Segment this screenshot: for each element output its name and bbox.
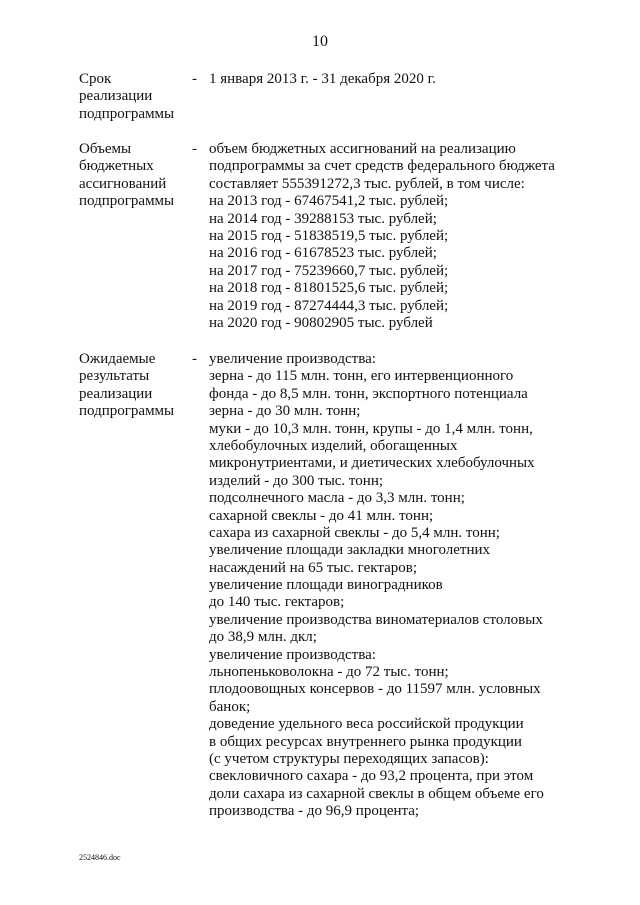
row-label xyxy=(79,71,184,123)
content-line: до 140 тыс. гектаров; xyxy=(209,594,345,611)
label-line: подпрограммы xyxy=(79,193,175,210)
row-dash: - xyxy=(192,141,197,157)
content-line: производства - до 96,9 процента; xyxy=(209,803,420,820)
content-line: на 2015 год - 51838519,5 тыс. рублей; xyxy=(209,227,449,244)
content-line: доли сахара из сахарной свеклы в общем объеме его xyxy=(209,785,544,802)
label-line: Ожидаемые xyxy=(79,351,156,367)
content-line: сахарной свеклы - до 41 млн. тонн; xyxy=(209,507,434,524)
content-line: льнопеньковолокна - до 72 тыс. тонн; xyxy=(209,664,449,681)
content-line: на 2019 год - 87274444,3 тыс. рублей; xyxy=(209,297,449,314)
label-line: реализации xyxy=(79,385,153,402)
content-line: увеличение площади закладки многолетних xyxy=(209,542,491,559)
content-line: свекловичного сахара - до 93,2 процента, при этом xyxy=(209,768,534,785)
row-label xyxy=(79,141,184,211)
row-content xyxy=(209,351,589,821)
content-line: на 2017 год - 75239660,7 тыс. рублей; xyxy=(209,262,449,279)
content-line: на 2014 год - 39288153 тыс. рублей; xyxy=(209,210,437,227)
row-label xyxy=(79,351,184,421)
content-line: увеличение производства: xyxy=(209,646,376,663)
content-line: до 38,9 млн. дкл; xyxy=(209,629,317,646)
content-line: подпрограммы за счет средств федерального бюджета xyxy=(209,158,555,175)
content-line: фонда - до 8,5 млн. тонн, экспортного потенциала xyxy=(209,385,528,402)
content-line: в общих ресурсах внутреннего рынка продукции xyxy=(209,733,522,750)
label-line: Объемы xyxy=(79,141,132,157)
content-line: увеличение производства виноматериалов столовых xyxy=(209,611,543,628)
document-filename: 2524846.doc xyxy=(79,853,121,862)
content-line: зерна - до 115 млн. тонн, его интервенционного xyxy=(209,368,514,385)
row-content xyxy=(209,141,589,332)
content-line: увеличение производства: xyxy=(209,351,376,367)
row-dash: - xyxy=(192,351,197,367)
content-line: изделий - до 300 тыс. тонн; xyxy=(209,472,384,489)
content-line: (с учетом структуры переходящих запасов): xyxy=(209,750,489,767)
label-line: бюджетных xyxy=(79,158,154,175)
page-number: 10 xyxy=(312,33,328,50)
content-line: доведение удельного веса российской продукции xyxy=(209,716,524,733)
content-line: на 2020 год - 90802905 тыс. рублей xyxy=(209,314,433,331)
content-line: сахара из сахарной свеклы - до 5,4 млн. тонн; xyxy=(209,524,500,541)
label-line: подпрограммы xyxy=(79,403,175,420)
row-dash: - xyxy=(192,71,197,87)
content-line: плодоовощных консервов - до 11597 млн. условных xyxy=(209,681,541,698)
label-line: ассигнований xyxy=(79,175,167,192)
content-line: 1 января 2013 г. - 31 декабря 2020 г. xyxy=(209,71,436,87)
content-line: объем бюджетных ассигнований на реализацию xyxy=(209,141,516,157)
content-line: на 2016 год - 61678523 тыс. рублей; xyxy=(209,245,437,262)
row-content xyxy=(209,71,589,88)
content-line: на 2013 год - 67467541,2 тыс. рублей; xyxy=(209,193,449,210)
label-line: Срок xyxy=(79,71,112,87)
content-line: увеличение площади виноградников xyxy=(209,577,443,594)
label-line: подпрограммы xyxy=(79,105,175,122)
content-line: зерна - до 30 млн. тонн; xyxy=(209,403,361,420)
content-line: насаждений на 65 тыс. гектаров; xyxy=(209,559,417,576)
label-line: результаты xyxy=(79,368,150,385)
content-line: муки - до 10,3 млн. тонн, крупы - до 1,4 млн. тонн, xyxy=(209,420,533,437)
content-line: банок; xyxy=(209,698,251,715)
content-line: микронутриентами, и диетических хлебобулочных xyxy=(209,455,535,472)
content-line: составляет 555391272,3 тыс. рублей, в том числе: xyxy=(209,175,525,192)
label-line: реализации xyxy=(79,88,153,105)
content-line: хлебобулочных изделий, обогащенных xyxy=(209,437,458,454)
content-line: на 2018 год - 81801525,6 тыс. рублей; xyxy=(209,280,449,297)
content-line: подсолнечного масла - до 3,3 млн. тонн; xyxy=(209,490,465,507)
